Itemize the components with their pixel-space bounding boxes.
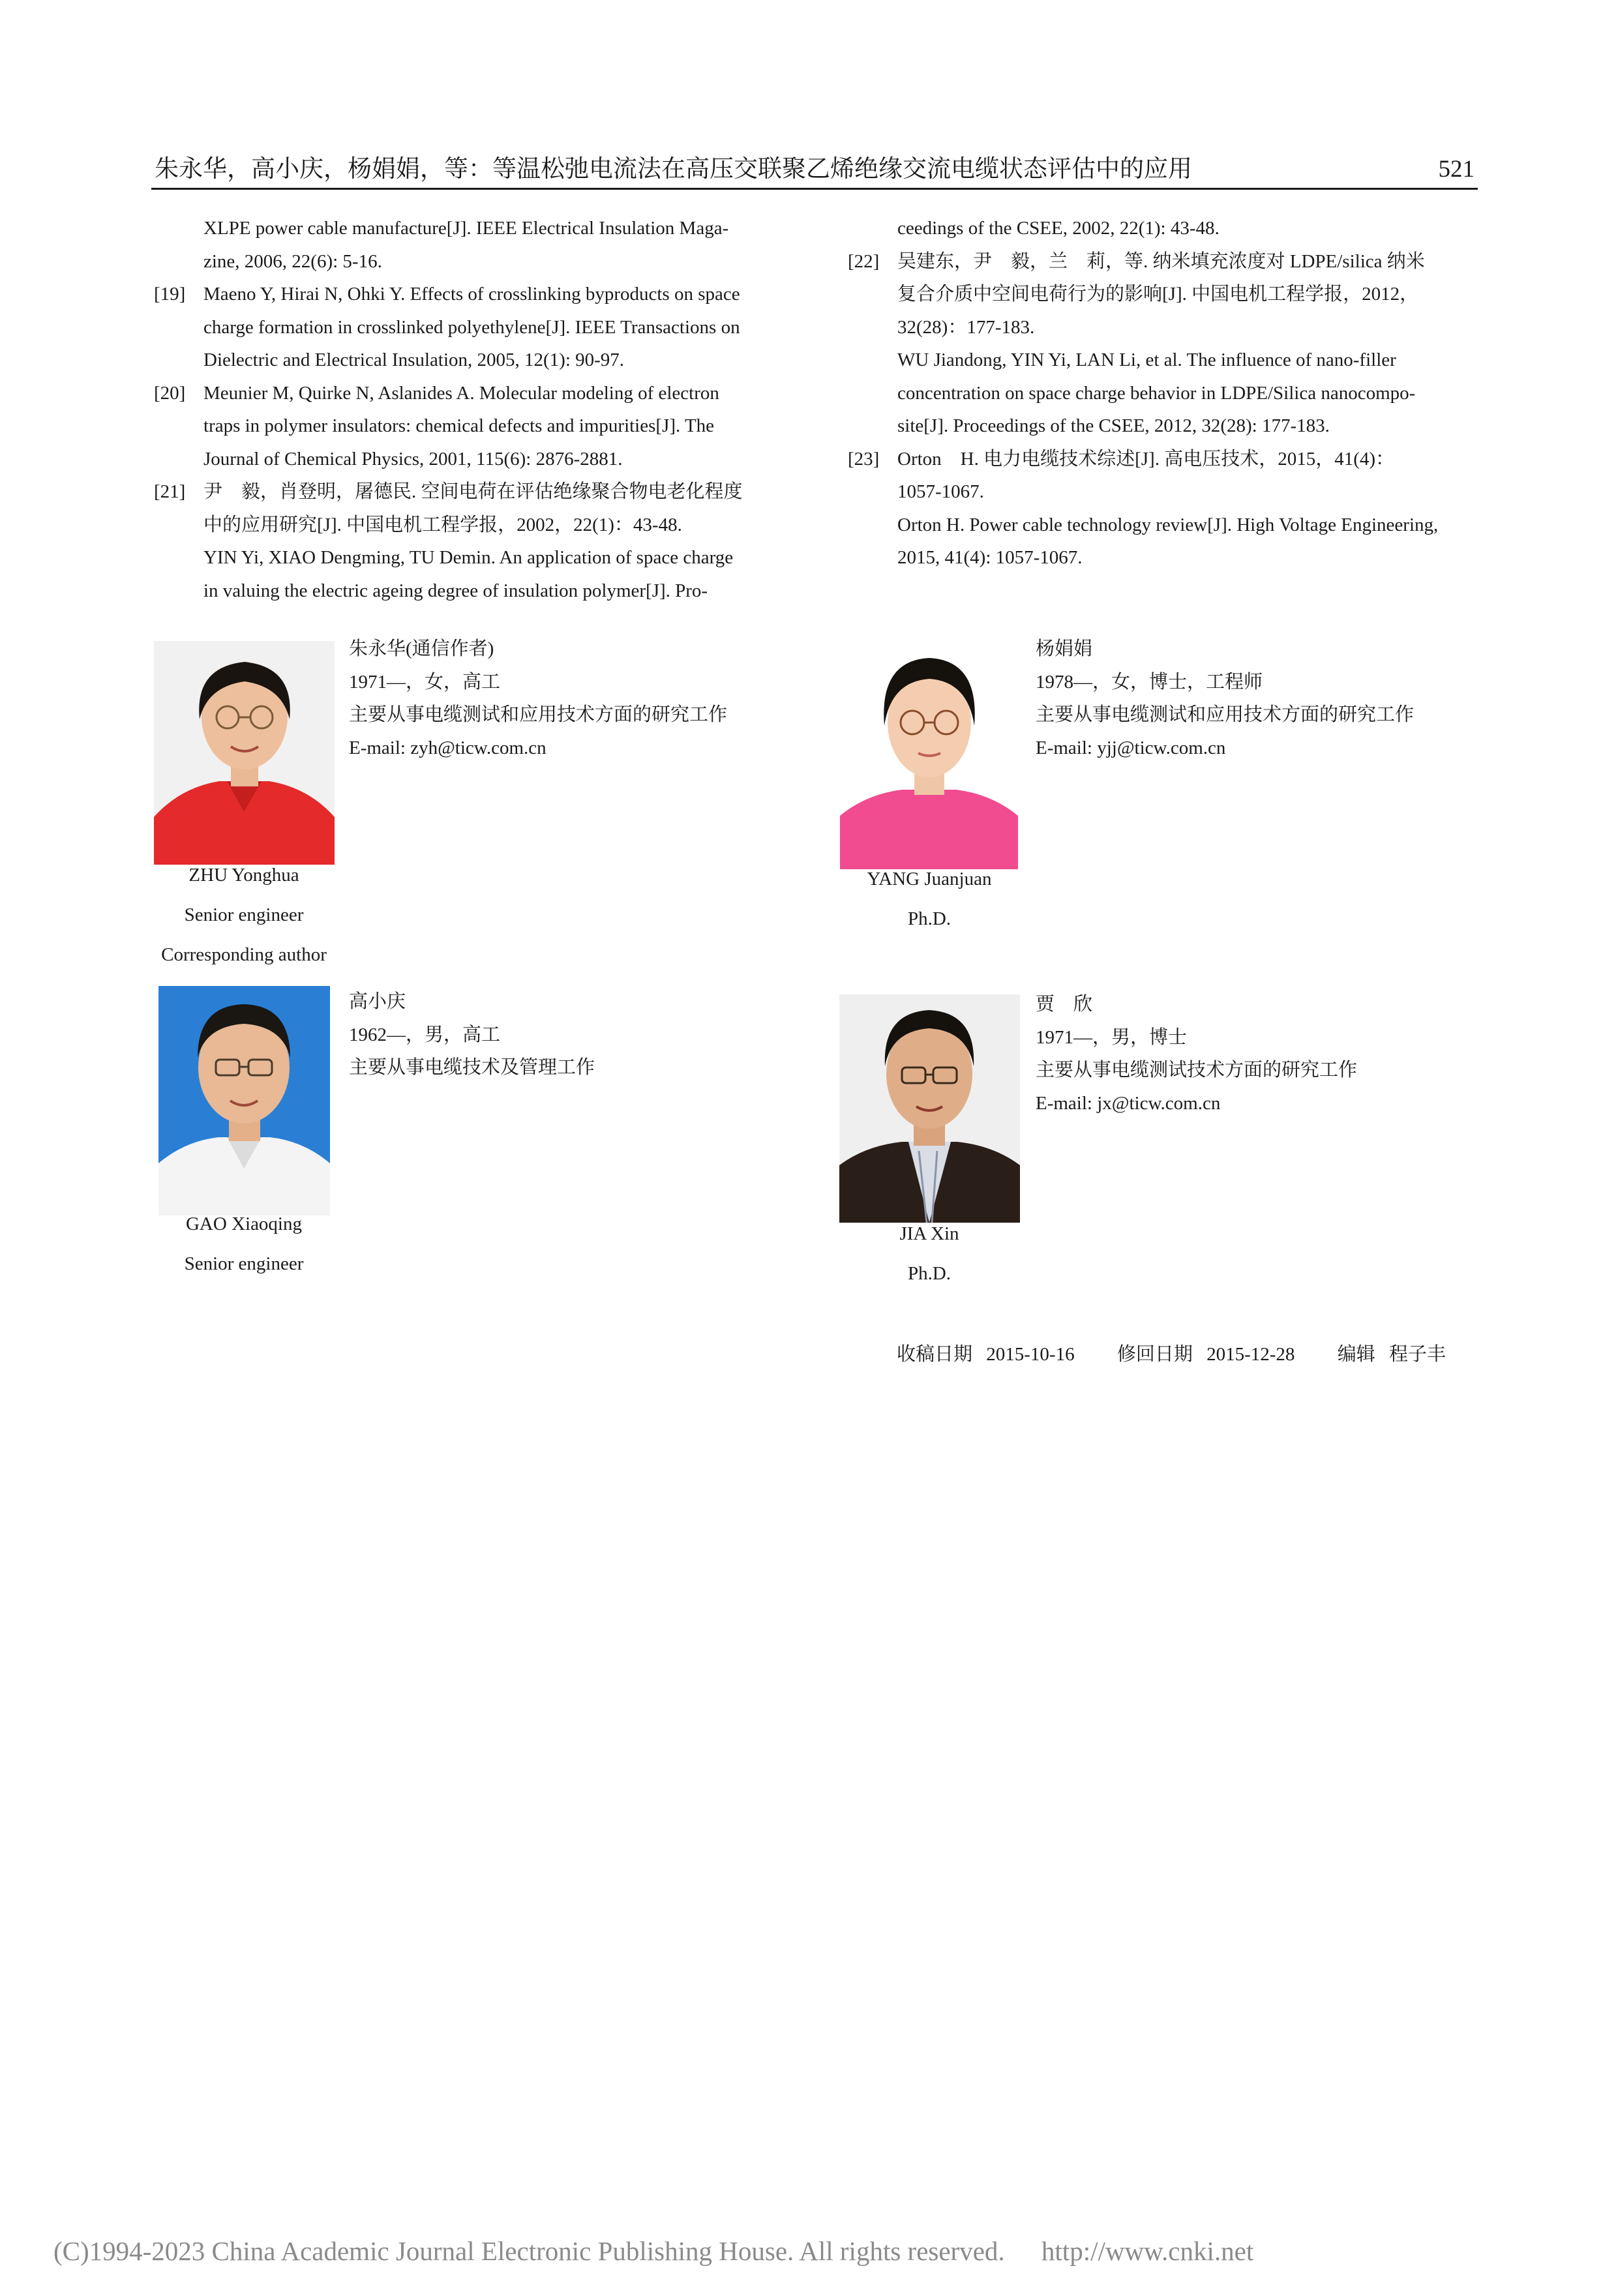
page-number: 521 <box>1438 156 1475 183</box>
reference-line: concentration on space charge behavior in LDPE/Silica nanocompo- <box>897 382 1416 404</box>
running-title: 朱永华，高小庆，杨娟娟，等：等温松弛电流法在高压交联聚乙烯绝缘交流电缆状态评估中的应用 <box>155 156 1192 183</box>
author-degree: Ph.D. <box>907 1263 951 1284</box>
editor-label: 编辑 <box>1337 1344 1375 1365</box>
reference-line: YIN Yi, XIAO Dengming, TU Demin. An application of space charge <box>203 547 734 568</box>
author-email: E-mail: zyh@ticw.com.cn <box>349 737 547 758</box>
reference-line: traps in polymer insulators: chemical defects and impurities[J]. The <box>203 415 715 436</box>
reference-line: 尹 毅，肖登明，屠德民. 空间电荷在评估绝缘聚合物电老化程度 <box>203 481 743 502</box>
reference-line: 2015, 41(4): 1057-1067. <box>897 547 1083 568</box>
copyright-footer <box>53 2233 1253 2269</box>
author-detail: 主要从事电缆测试和应用技术方面的研究工作 <box>1036 704 1415 725</box>
author-photo-gao <box>158 986 330 1215</box>
references-right-column <box>845 212 1476 574</box>
author-caption-yang <box>831 859 1027 939</box>
author-name-en: JIA Xin <box>899 1223 959 1244</box>
author-detail: 主要从事电缆测试和应用技术方面的研究工作 <box>349 704 728 725</box>
references-left-column <box>151 212 783 607</box>
author-bio-gao <box>349 985 595 1084</box>
author-name-cn: 杨娟娟 <box>1036 638 1093 659</box>
reference-20 <box>151 377 783 476</box>
author-name-cn: 贾 欣 <box>1036 994 1093 1015</box>
author-detail: 1978—，女，博士，工程师 <box>1036 671 1263 693</box>
author-caption-jia <box>831 1214 1027 1294</box>
running-header <box>151 151 1478 190</box>
received-label: 收稿日期 <box>897 1344 973 1365</box>
reference-line: Meunier M, Quirke N, Aslanides A. Molecular modeling of electron <box>203 382 719 404</box>
reference-continuation <box>845 212 1476 245</box>
reference-line: 1057-1067. <box>897 481 984 502</box>
manuscript-dates <box>897 1338 1455 1371</box>
author-name-cn: 高小庆 <box>349 991 406 1012</box>
reference-line: charge formation in crosslinked polyethylene[J]. IEEE Transactions on <box>203 316 740 338</box>
author-title: Senior engineer <box>184 904 304 925</box>
author-detail: 1962—，男，高工 <box>349 1024 501 1045</box>
reference-22 <box>845 245 1476 443</box>
author-detail: 主要从事电缆测试技术方面的研究工作 <box>1036 1060 1358 1081</box>
author-photo-jia <box>839 994 1020 1223</box>
author-name-cn: 朱永华(通信作者) <box>349 638 494 659</box>
reference-line: XLPE power cable manufacture[J]. IEEE Electrical Insulation Maga- <box>203 218 729 239</box>
reference-line: 复合介质中空间电荷行为的影响[J]. 中国电机工程学报，2012， <box>897 284 1419 305</box>
author-role: Corresponding author <box>161 944 327 965</box>
author-name-en: YANG Juanjuan <box>867 869 992 889</box>
author-bio-zhu <box>349 633 727 764</box>
reference-19 <box>151 278 783 377</box>
revised-date: 2015-12-28 <box>1206 1344 1295 1365</box>
reference-line: 32(28)：177-183. <box>897 316 1035 338</box>
reference-line: Journal of Chemical Physics, 2001, 115(6): 2876-2881. <box>203 448 623 470</box>
reference-number: [23] <box>848 448 880 470</box>
reference-line: Orton H. 电力电缆技术综述[J]. 高电压技术，2015，41(4)： <box>897 448 1395 470</box>
received-date: 2015-10-16 <box>986 1344 1075 1365</box>
reference-line: in valuing the electric ageing degree of insulation polymer[J]. Pro- <box>203 580 708 601</box>
reference-line: site[J]. Proceedings of the CSEE, 2012, 32(28): 177-183. <box>897 415 1330 436</box>
reference-line: Maeno Y, Hirai N, Ohki Y. Effects of crosslinking byproducts on space <box>203 284 740 305</box>
reference-line: zine, 2006, 22(6): 5-16. <box>203 250 382 272</box>
reference-number: [21] <box>154 481 186 502</box>
reference-21 <box>151 475 783 607</box>
author-detail: 主要从事电缆技术及管理工作 <box>349 1057 595 1078</box>
reference-line: ceedings of the CSEE, 2002, 22(1): 43-48. <box>897 218 1220 239</box>
reference-number: [22] <box>848 250 880 272</box>
reference-line: Dielectric and Electrical Insulation, 2005, 12(1): 90-97. <box>203 350 625 370</box>
reference-line: 吴建东，尹 毅，兰 莉，等. 纳米填充浓度对 LDPE/silica 纳米 <box>897 250 1425 272</box>
reference-line: 中的应用研究[J]. 中国电机工程学报，2002，22(1)：43-48. <box>203 514 682 535</box>
reference-number: [19] <box>154 284 186 305</box>
reference-line: WU Jiandong, YIN Yi, LAN Li, et al. The influence of nano-filler <box>897 350 1396 370</box>
author-name-en: ZHU Yonghua <box>188 865 299 886</box>
author-email: E-mail: yjj@ticw.com.cn <box>1036 737 1226 758</box>
reference-23 <box>845 443 1476 574</box>
copyright-text: (C)1994-2023 China Academic Journal Electronic Publishing House. All rights reserved. <box>53 2236 1005 2266</box>
author-name-en: GAO Xiaoqing <box>185 1214 302 1234</box>
author-detail: 1971—，男，博士 <box>1036 1026 1188 1048</box>
author-caption-zhu <box>146 856 342 975</box>
reference-number: [20] <box>154 382 186 404</box>
reference-line: Orton H. Power cable technology review[J]. High Voltage Engineering, <box>897 514 1439 535</box>
author-title: Senior engineer <box>184 1253 304 1274</box>
author-degree: Ph.D. <box>907 908 951 929</box>
cnki-link[interactable]: http://www.cnki.net <box>1041 2236 1254 2266</box>
editor-name: 程子丰 <box>1388 1344 1446 1365</box>
author-photo-yang <box>840 641 1018 869</box>
author-photo-zhu <box>154 641 335 865</box>
revised-label: 修回日期 <box>1116 1344 1193 1365</box>
author-caption-gao <box>146 1204 342 1284</box>
author-bio-jia <box>1036 988 1357 1120</box>
author-email: E-mail: jx@ticw.com.cn <box>1036 1092 1221 1114</box>
author-bio-yang <box>1036 633 1414 764</box>
reference-continuation <box>151 212 783 278</box>
author-detail: 1971—，女，高工 <box>349 671 501 693</box>
